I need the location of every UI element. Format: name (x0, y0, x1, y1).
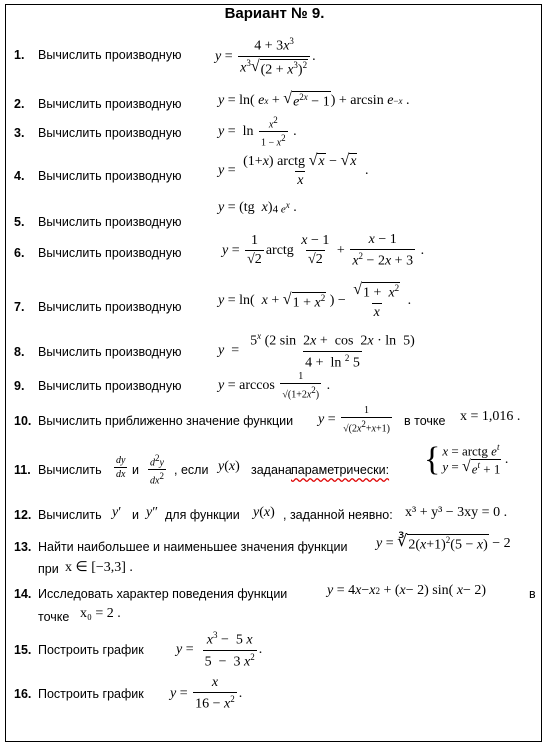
task-text: точке (38, 610, 70, 624)
task-1 (14, 48, 181, 62)
interval: x ∈ [−3,3] . (65, 560, 133, 575)
formula-3: y = ln $\frac{x2}{1 - x2}$ . (218, 115, 297, 149)
task-number: 4. (14, 169, 25, 183)
formula-11-d2y: $\frac{d2y}{dx2}$ (150, 453, 164, 487)
task-number: 6. (14, 246, 25, 260)
task-number: 3. (14, 126, 25, 140)
task-8 (14, 345, 181, 359)
formula-11-dydx: $\frac{dy}{dx}$ (116, 455, 126, 480)
task-number: 12. (14, 508, 32, 522)
task-10 (14, 414, 293, 428)
task-number: 15. (14, 643, 32, 657)
task-number: 1. (14, 48, 25, 62)
task-text: в точке (404, 414, 446, 428)
formula-13-interval (65, 559, 133, 576)
task-11-if (174, 463, 208, 477)
task-number: 13. (14, 540, 32, 554)
task-text: параметрически: (291, 463, 390, 477)
task-14-tail (529, 587, 536, 601)
task-number: 7. (14, 300, 25, 314)
task-label: Вычислить производную (38, 97, 182, 111)
variant-title: Вариант № 9. (224, 5, 325, 22)
formula-15: y = $\frac{x^3 - 5 x}{5 - 3 x^2}$ . (176, 630, 263, 670)
task-number: 16. (14, 687, 32, 701)
task-6 (14, 246, 181, 260)
task-13 (14, 540, 347, 554)
task-label: Вычислить производную (38, 48, 182, 62)
task-text: для функции (165, 508, 240, 522)
task-13-line2 (38, 562, 59, 576)
formula-6: y = $\frac{1}{√2}$ arctg $\frac{x - 1}{√2}$ + $\frac{x - 1}{x^2 - 2x + 3}$ . (222, 232, 425, 269)
task-5 (14, 215, 181, 229)
formula-9: y = arccos $\frac{1}{√(1+2x2)}$ . (218, 371, 331, 401)
task-7 (14, 300, 181, 314)
task-label: Вычислить (38, 508, 102, 522)
point-value: x = 1,016 . (460, 409, 521, 424)
task-text: , заданной неявно: (283, 508, 393, 522)
task-12-mid (165, 508, 240, 522)
task-15 (14, 643, 144, 657)
task-label: Вычислить производную (38, 169, 182, 183)
task-text: задана (251, 463, 292, 477)
task-11-given (251, 463, 292, 477)
task-number: 14. (14, 587, 32, 601)
formula-11-yx: y ( x ) (218, 459, 240, 474)
task-label: Вычислить производную (38, 345, 182, 359)
formula-5: y = (tg x ) 4 $e^x$ . (218, 200, 297, 216)
formula-16: y = $\frac{x}{16 - x^2}$ . (170, 675, 243, 712)
task-16 (14, 687, 144, 701)
task-2 (14, 97, 181, 111)
task-text: , если (174, 463, 209, 477)
task-11-param (291, 463, 389, 477)
task-12-tail (283, 508, 393, 522)
formula-11-system: { x = arctg $e^t$ y = √ $e^t + 1$ . (424, 440, 509, 478)
task-label: Исследовать характер поведения функции (38, 587, 288, 601)
task-number: 9. (14, 379, 25, 393)
formula-12-y2: y ″ (146, 505, 159, 520)
task-text: и (132, 508, 139, 522)
task-9 (14, 379, 181, 393)
task-text: при (38, 562, 59, 576)
task-14-line2 (38, 610, 69, 624)
formula-13: y = ∛ $2(x+1)^2(5 - x)$ − 2 (376, 533, 511, 553)
formula-14: y = 4 x − x 2 + ( x − 2) sin( x − 2) (327, 583, 487, 598)
task-label: Построить график (38, 687, 144, 701)
formula-14-point (80, 606, 121, 622)
task-label: Вычислить производную (38, 126, 182, 140)
task-4 (14, 169, 181, 183)
task-label: Вычислить производную (38, 246, 182, 260)
task-label: Вычислить приближенно значение функции (38, 414, 294, 428)
formula-8: y = $\frac{5^x (2 \sin 2x + \cos 2x \cdot \ln 5)}{4 + \ln ^2 5}$ (218, 331, 415, 371)
formula-1: y = $4 + 3x^3$ $x^3$ √ $(2 + x^3)^2$ . (215, 36, 316, 78)
task-number: 10. (14, 414, 32, 428)
formula-12-eq (405, 505, 507, 521)
task-11 (14, 463, 102, 477)
task-12 (14, 508, 102, 522)
formula-12-y1: y ′ (112, 505, 122, 520)
task-14 (14, 587, 287, 601)
formula-7: y = ln( x + √ $1 + x^2$ ) − √ $1 + x^2$ x . (218, 281, 412, 320)
formula-10-point (460, 409, 520, 425)
task-label: Найти наибольшее и наименьшее значения функции (38, 540, 348, 554)
point-value: x₀ = 2 . (80, 606, 121, 621)
task-3 (14, 126, 181, 140)
task-number: 5. (14, 215, 25, 229)
task-text: в (529, 587, 536, 601)
task-label: Вычислить производную (38, 379, 182, 393)
formula-10: y = $\frac{1}{√(2x2+x+1)}$ (318, 405, 390, 435)
task-number: 11. (14, 463, 31, 477)
task-10-tail (404, 414, 445, 428)
task-label: Построить график (38, 643, 144, 657)
task-text: и (132, 463, 139, 477)
formula-4: y = (1+x) arctg √ x − √ x x . (218, 152, 369, 188)
task-label: Вычислить производную (38, 215, 182, 229)
task-number: 2. (14, 97, 25, 111)
task-label: Вычислить (38, 463, 102, 477)
task-label: Вычислить производную (38, 300, 182, 314)
task-11-and (132, 463, 139, 477)
task-12-and (132, 508, 139, 522)
task-number: 8. (14, 345, 25, 359)
formula-12-yx: y ( x ) (253, 505, 275, 520)
formula-2: y = ln( e x + √ $e^{2x} - 1$ ) + arcsin e −x . (218, 90, 410, 110)
equation: x³ + y³ − 3xy = 0 . (405, 505, 508, 520)
